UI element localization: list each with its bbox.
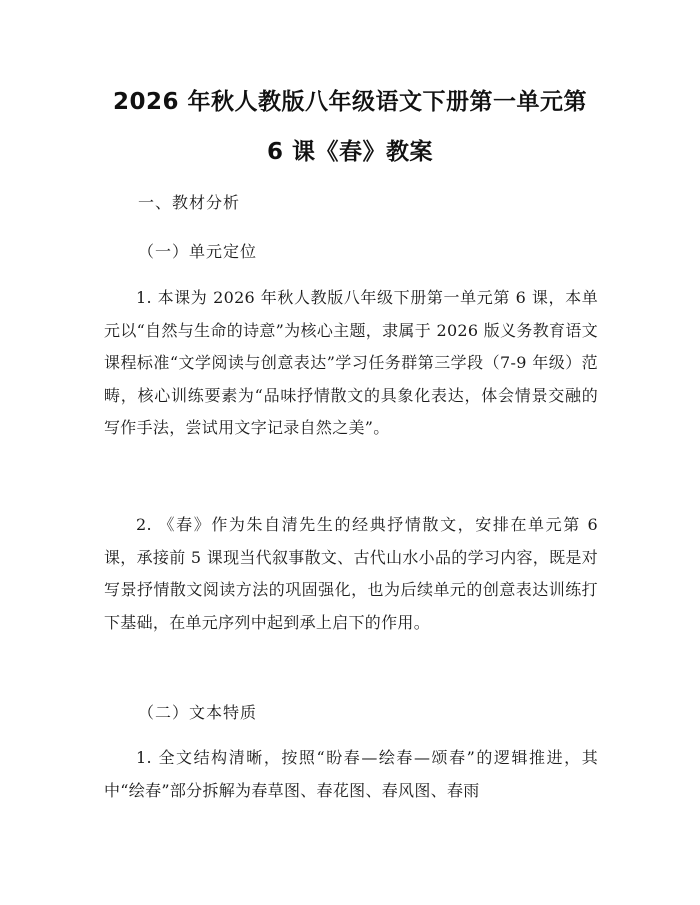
paragraph-1: 1. 本课为 2026 年秋人教版八年级下册第一单元第 6 课，本单元以“自然与生命的诗意”为核心主题，隶属于 2026 版义务教育语文课程标准“文学阅读与创意表达”学习任务群第三学段（7-9 年级）范畴，核心训练要素为“品味抒情散文的具象化表达，体会情景交融的写作手法，尝试用文字记录自然之美”。 (104, 288, 598, 438)
subsection-heading-text-features: （二）文本特质 (138, 703, 258, 722)
paragraph-2: 2. 《春》作为朱自清先生的经典抒情散文，安排在单元第 6 课，承接前 5 课现当代叙事散文、古代山水小品的学习内容，既是对写景抒情散文阅读方法的巩固强化，也为后续单元的创意表达训练打下基础，在单元序列中起到承上启下的作用。 (104, 515, 598, 632)
subsection-heading-unit-positioning: （一）单元定位 (138, 242, 258, 261)
paragraph-3: 1. 全文结构清晰，按照“盼春—绘春—颂春”的逻辑推进，其中“绘春”部分拆解为春草图、春花图、春风图、春雨 (104, 748, 598, 800)
section-heading-teaching-material-analysis: 一、教材分析 (138, 193, 241, 212)
document-title-line-2: 6 课《春》教案 (266, 139, 433, 165)
document-title-line-1: 2026 年秋人教版八年级语文下册第一单元第 (112, 89, 588, 115)
